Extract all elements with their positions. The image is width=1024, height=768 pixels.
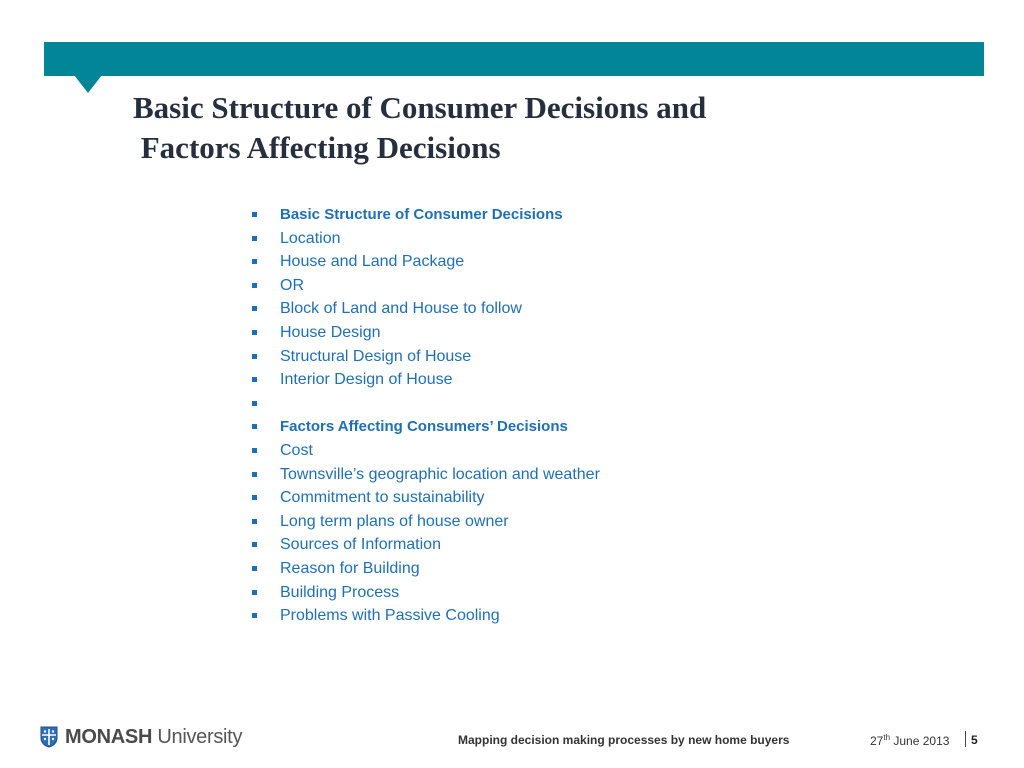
bullet-square-icon (252, 542, 257, 547)
monash-wordmark-sub: University (152, 725, 243, 748)
slide-title (133, 88, 706, 168)
bullet-list (252, 203, 600, 628)
footer-separator (965, 731, 966, 747)
footer-date (870, 733, 949, 748)
bullet-item (252, 250, 600, 274)
bullet-text: Sources of Information (280, 536, 441, 554)
bullet-text: Townsville’s geographic location and weather (280, 465, 600, 483)
bullet-item (252, 486, 600, 510)
bullet-square-icon (252, 613, 257, 618)
bullet-text: Location (280, 229, 341, 247)
bullet-item (252, 368, 600, 392)
bullet-square-icon (252, 330, 257, 335)
bullet-square-icon (252, 306, 257, 311)
footer-date-rest: June 2013 (890, 734, 950, 748)
bullet-text: Cost (280, 441, 313, 459)
footer-date-day: 27 (870, 734, 884, 748)
bullet-item (252, 415, 600, 439)
page-number: 5 (971, 733, 978, 747)
bullet-text: Long term plans of house owner (280, 512, 509, 530)
bullet-item (252, 345, 600, 369)
bullet-square-icon (252, 448, 257, 453)
bullet-square-icon (252, 472, 257, 477)
bullet-item (252, 510, 600, 534)
bullet-text: House and Land Package (280, 253, 465, 271)
bullet-square-icon (252, 212, 257, 217)
bullet-item (252, 439, 600, 463)
bullet-square-icon (252, 495, 257, 500)
bullet-square-icon (252, 283, 257, 288)
bullet-item (252, 533, 600, 557)
bullet-text: Building Process (280, 583, 400, 601)
slide-title-line-1: Basic Structure of Consumer Decisions and (133, 90, 707, 125)
bullet-text: Factors Affecting Consumers’ Decisions (280, 418, 568, 436)
bullet-square-icon (252, 590, 257, 595)
monash-wordmark (65, 726, 242, 749)
bullet-item (252, 557, 600, 581)
bullet-item (252, 203, 600, 227)
bullet-item (252, 274, 600, 298)
footer-date-suffix: th (883, 733, 891, 742)
bullet-item (252, 581, 600, 605)
bullet-item (252, 297, 600, 321)
bullet-square-icon (252, 566, 257, 571)
banner-notch (74, 75, 102, 93)
footer-caption: Mapping decision making processes by new home buyers (458, 733, 790, 747)
bullet-text: Interior Design of House (280, 371, 453, 389)
bullet-item (252, 392, 600, 416)
bullet-square-icon (252, 236, 257, 241)
bullet-square-icon (252, 259, 257, 264)
bullet-text: Reason for Building (280, 559, 420, 577)
slide-title-line-2: Factors Affecting Decisions (133, 130, 501, 165)
header-banner (44, 42, 984, 76)
bullet-text: Problems with Passive Cooling (280, 607, 500, 625)
bullet-text: Commitment to sustainability (280, 489, 485, 507)
bullet-square-icon (252, 519, 257, 524)
bullet-text: Structural Design of House (280, 347, 472, 365)
bullet-item (252, 321, 600, 345)
monash-logo (40, 722, 242, 752)
monash-crest-icon (40, 726, 58, 748)
bullet-text: House Design (280, 323, 381, 341)
bullet-item (252, 227, 600, 251)
bullet-text: OR (280, 276, 304, 294)
bullet-text: Basic Structure of Consumer Decisions (280, 206, 563, 223)
bullet-text: Block of Land and House to follow (280, 300, 522, 318)
monash-wordmark-main: MONASH (65, 725, 153, 748)
bullet-square-icon (252, 354, 257, 359)
bullet-item (252, 604, 600, 628)
bullet-square-icon (252, 424, 257, 429)
bullet-square-icon (252, 401, 257, 406)
bullet-square-icon (252, 377, 257, 382)
bullet-item (252, 463, 600, 487)
